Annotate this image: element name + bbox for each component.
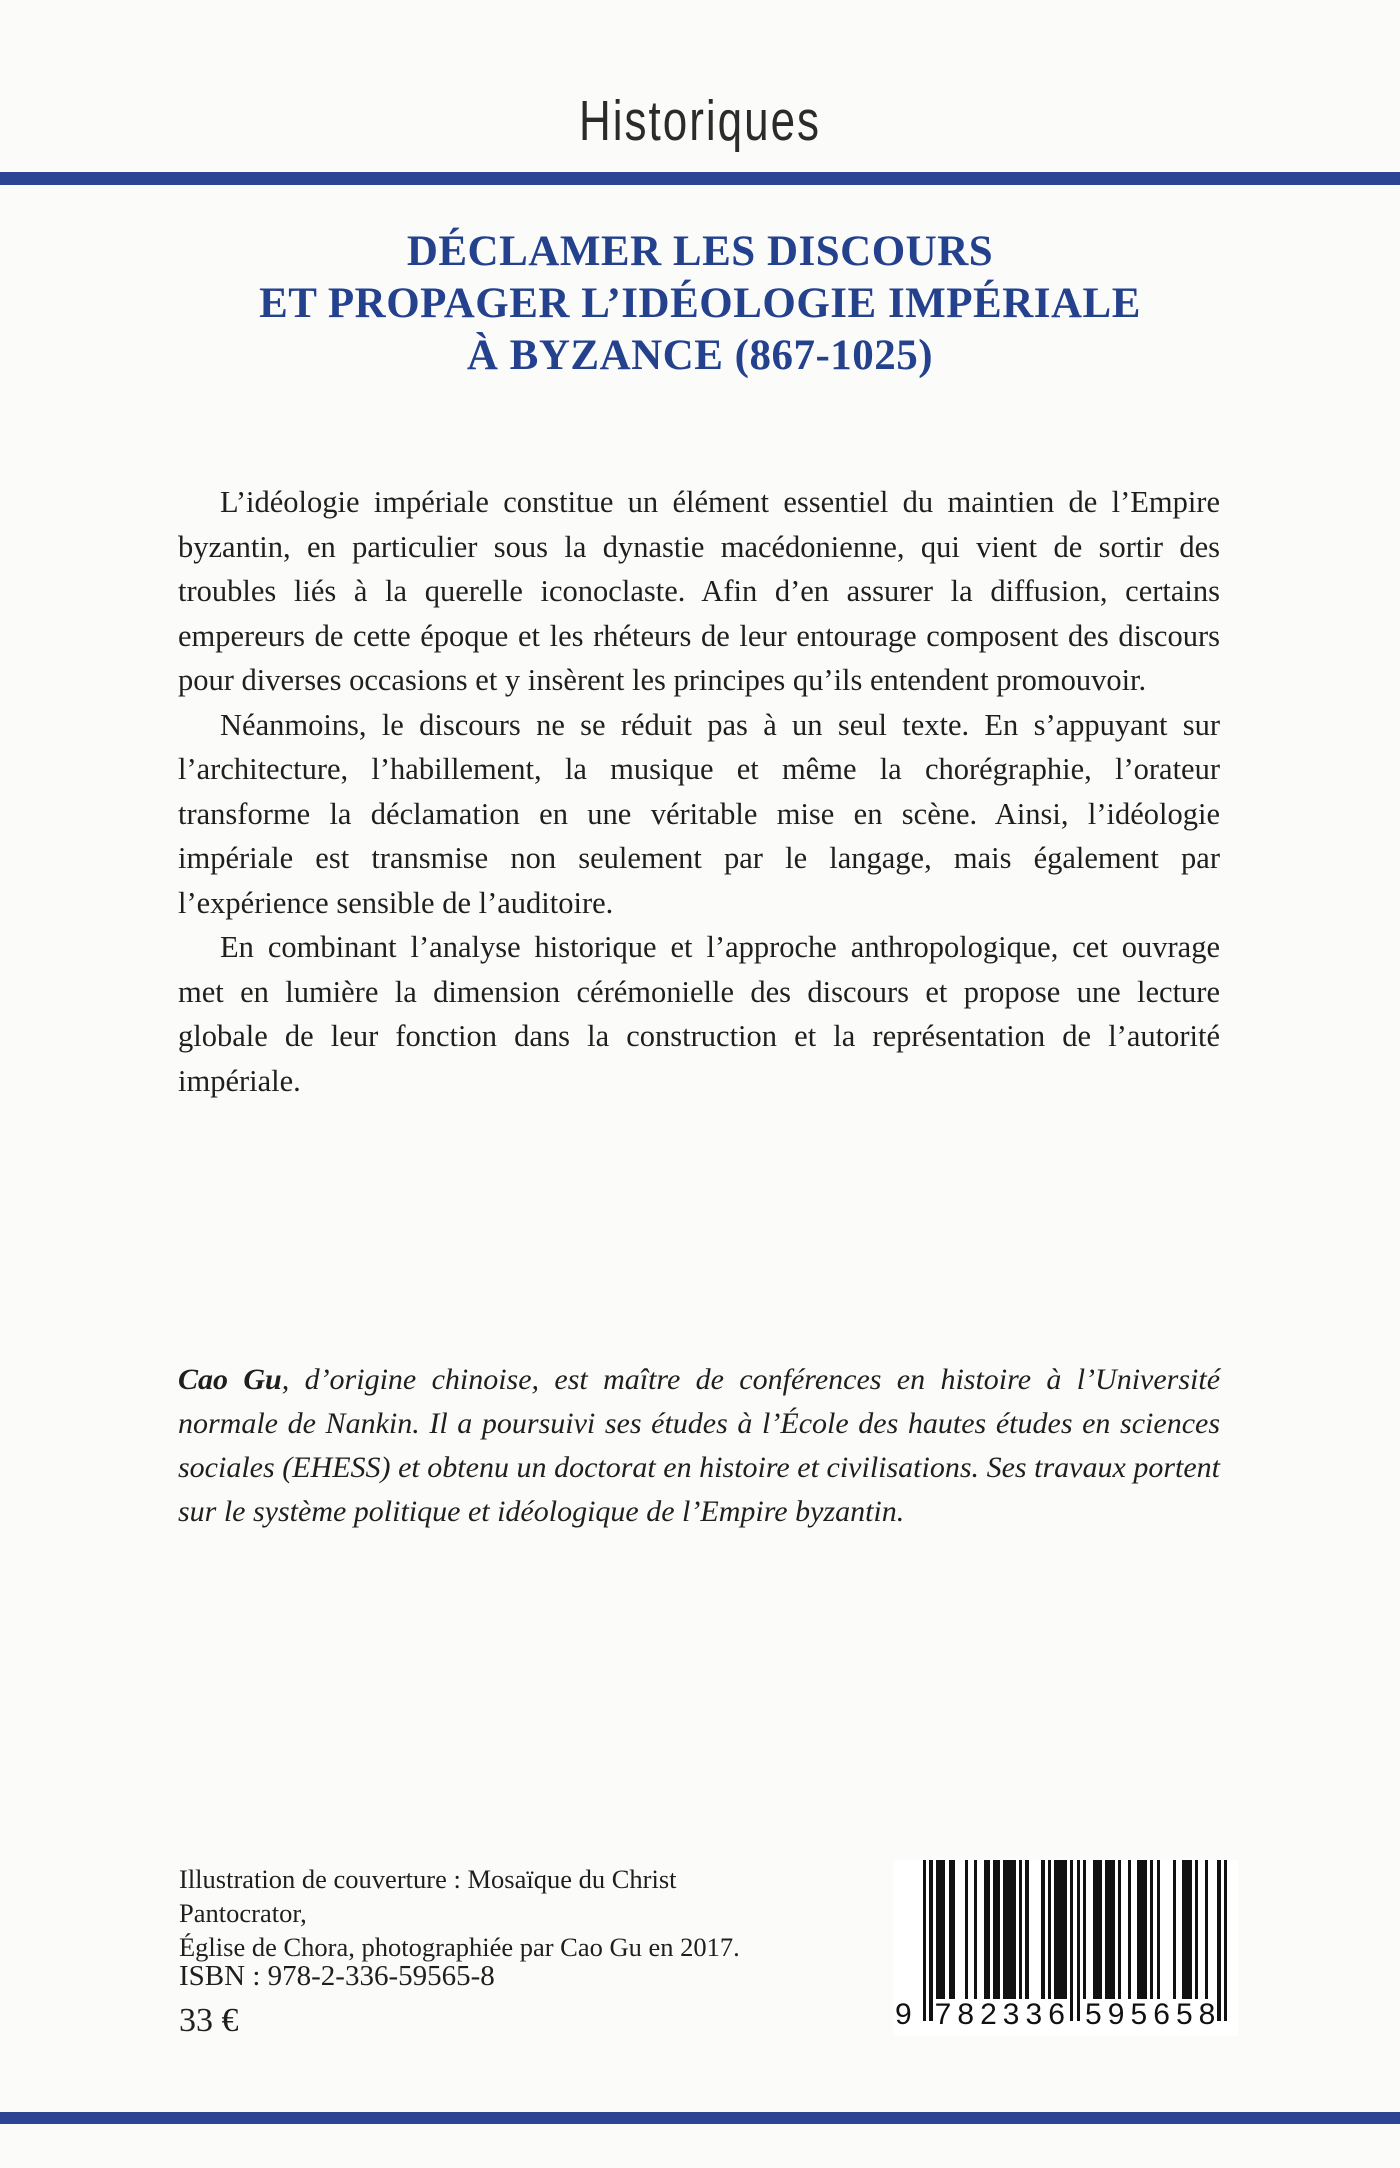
synopsis (178, 480, 1220, 1103)
barcode-bar (949, 1860, 955, 1999)
barcode-bar (1137, 1860, 1147, 1999)
barcode-bar (1048, 1860, 1051, 1999)
barcode-bar (1054, 1860, 1067, 1999)
barcode-bar (923, 1860, 926, 2021)
bottom-rule (0, 2112, 1400, 2124)
synopsis-paragraph: En combinant l’analyse historique et l’approche anthropologique, cet ouvrage met en lumière la dimension cérémonielle des discours et propose une lecture globale de leur fonction dans la construction et la représentation de l’autorité impériale. (178, 930, 1220, 1098)
top-rule (0, 172, 1400, 185)
barcode-digit-group: 7 8 2 3 3 6 (934, 1998, 1065, 2031)
barcode-bar (1019, 1860, 1022, 1999)
barcode-bar (1105, 1860, 1115, 1999)
barcode-bar (1128, 1860, 1131, 1999)
book-title-line: DÉCLAMER LES DISCOURS (406, 228, 994, 275)
cover-credit-line: Illustration de couverture : Mosaïque du Christ Pantocrator, (179, 1864, 677, 1928)
barcode-bar (1150, 1860, 1153, 1999)
synopsis-paragraph: Néanmoins, le discours ne se réduit pas à un seul texte. En s’appuyant sur l’architecture, l’habillement, la musique et même la chorégraphie, l’orateur transforme la déclamation en une véritable mise en scène. Ainsi, l’idéologie impériale est transmise non seulement par le langage, mais également par l’expérience sensible de l’auditoire. (178, 707, 1220, 920)
barcode-bar (1224, 1860, 1227, 2021)
author-name: Cao Gu (178, 1363, 282, 1396)
barcode-bar (929, 1860, 932, 2021)
barcode-bar (984, 1860, 990, 1999)
cover-credit (179, 1862, 779, 1964)
barcode-bar (1025, 1860, 1028, 1999)
collection-logo-text: Historiques (578, 90, 822, 153)
barcode-bar (1205, 1860, 1208, 1999)
barcode-bar (1173, 1860, 1176, 1999)
barcode-bar (1070, 1860, 1073, 2021)
barcode-digit-group: 9 (895, 1998, 912, 2031)
barcode (893, 1860, 1238, 2036)
book-title-line: ET PROPAGER L’IDÉOLOGIE IMPÉRIALE (259, 280, 1141, 327)
synopsis-paragraph: L’idéologie impériale constitue un élément essentiel du maintien de l’Empire byzantin, en particulier sous la dynastie macédonienne, qui vient de sortir des troubles liés à la querelle iconoclaste. Afin d’en assurer la diffusion, certains empereurs de cette époque et les rhéteurs de leur entourage composent des discours pour diverses occasions et y insèrent les principes qu’ils entendent promouvoir. (178, 485, 1220, 697)
barcode-bar (1093, 1860, 1103, 1999)
price: 33 € (179, 2002, 239, 2039)
barcode-bar (1041, 1860, 1044, 1999)
barcode-bar (993, 1860, 999, 1999)
barcode-bar (1195, 1860, 1198, 1999)
cover-credit-line: Église de Chora, photographiée par Cao Gu en 2017. (179, 1932, 740, 1962)
barcode-bar (1217, 1860, 1220, 2021)
barcode-bar (1118, 1860, 1121, 1999)
author-bio (178, 1358, 1220, 1534)
author-bio-text: , d’origine chinoise, est maître de conférences en histoire à l’Université normale de Nankin. Il a poursuivi ses études à l’École des hautes études en sciences sociales (EHESS) et obtenu un doctorat en histoire et civilisations. Ses travaux portent sur le système politique et idéologique de l’Empire byzantin. (178, 1363, 1221, 1528)
barcode-bar (1157, 1860, 1160, 1999)
barcode-bar (936, 1860, 946, 1999)
collection-logo (0, 90, 1400, 154)
isbn: ISBN : 978-2-336-59565-8 (179, 1960, 495, 1992)
barcode-bar (1083, 1860, 1086, 1999)
barcode-bar (1182, 1860, 1192, 1999)
barcode-bar (1003, 1860, 1016, 1999)
barcode-bar (1077, 1860, 1080, 2021)
barcode-digit-group: 5 9 5 6 5 8 (1085, 1998, 1216, 2031)
book-title-line: À BYZANCE (867-1025) (466, 332, 934, 379)
barcode-bar (974, 1860, 977, 1999)
barcode-bar (965, 1860, 968, 1999)
book-title (0, 226, 1400, 382)
